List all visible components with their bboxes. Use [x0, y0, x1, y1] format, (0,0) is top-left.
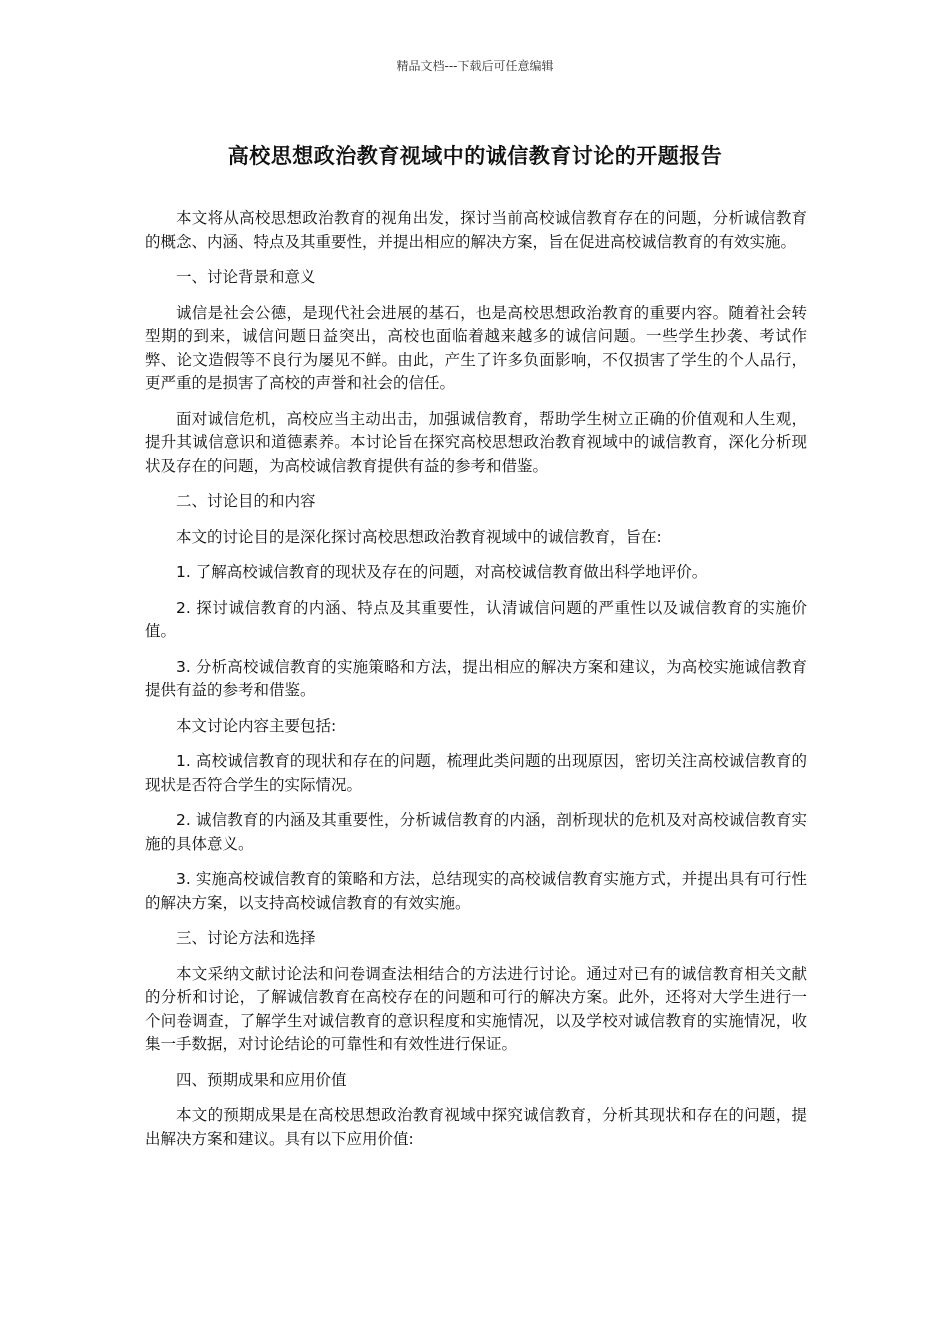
paragraph: 本文讨论内容主要包括: [176, 716, 337, 735]
list-item: 3. 分析高校诚信教育的实施策略和方法，提出相应的解决方案和建议，为高校实施诚信教育提供有益的参考和借鉴。 [145, 657, 807, 699]
paragraph: 诚信是社会公德，是现代社会进展的基石，也是高校思想政治教育的重要内容。随着社会转型期的到来，诚信问题日益突出，高校也面临着越来越多的诚信问题。一些学生抄袭、考试作弊、论文造假等不良行为屡见不鲜。由此，产生了许多负面影响，不仅损害了学生的个人品行，更严重的是损害了高校的声誉和社会的信任。 [145, 303, 807, 392]
paragraph: 面对诚信危机，高校应当主动出击，加强诚信教育，帮助学生树立正确的价值观和人生观，提升其诚信意识和道德素养。本讨论旨在探究高校思想政治教育视域中的诚信教育，深化分析现状及存在的问题，为高校诚信教育提供有益的参考和借鉴。 [145, 409, 807, 475]
section-heading-background: 一、讨论背景和意义 [176, 268, 316, 286]
paragraph: 本文的讨论目的是深化探讨高校思想政治教育视域中的诚信教育，旨在: [176, 527, 662, 546]
section-heading-method: 三、讨论方法和选择 [176, 929, 316, 947]
list-item: 1. 了解高校诚信教育的现状及存在的问题，对高校诚信教育做出科学地评价。 [176, 563, 708, 581]
list-item: 1. 高校诚信教育的现状和存在的问题，梳理此类问题的出现原因，密切关注高校诚信教育的现状是否符合学生的实际情况。 [145, 752, 807, 794]
list-item: 2. 探讨诚信教育的内涵、特点及其重要性，认清诚信问题的严重性以及诚信教育的实施价值。 [145, 598, 807, 640]
list-item: 3. 实施高校诚信教育的策略和方法，总结现实的高校诚信教育实施方式，并提出具有可行性的解决方案，以支持高校诚信教育的有效实施。 [145, 870, 807, 912]
page-header: 精品文档---下载后可任意编辑 [396, 59, 554, 73]
paragraph: 本文的预期成果是在高校思想政治教育视域中探究诚信教育，分析其现状和存在的问题，提出解决方案和建议。具有以下应用价值: [145, 1106, 807, 1148]
paragraph: 本文采纳文献讨论法和问卷调查法相结合的方法进行讨论。通过对已有的诚信教育相关文献的分析和讨论，了解诚信教育在高校存在的问题和可行的解决方案。此外，还将对大学生进行一个问卷调查，了解学生对诚信教育的意识程度和实施情况，以及学校对诚信教育的实施情况，收集一手数据，对讨论结论的可靠性和有效性进行保证。 [145, 964, 807, 1053]
section-heading-purpose: 二、讨论目的和内容 [176, 492, 316, 510]
document-title: 高校思想政治教育视域中的诚信教育讨论的开题报告 [227, 144, 723, 168]
paragraph-abstract: 本文将从高校思想政治教育的视角出发，探讨当前高校诚信教育存在的问题，分析诚信教育的概念、内涵、特点及其重要性，并提出相应的解决方案，旨在促进高校诚信教育的有效实施。 [145, 209, 807, 251]
section-heading-outcomes: 四、预期成果和应用价值 [176, 1070, 347, 1089]
document-body [145, 207, 807, 1163]
list-item: 2. 诚信教育的内涵及其重要性，分析诚信教育的内涵，剖析现状的危机及对高校诚信教育实施的具体意义。 [145, 811, 807, 853]
